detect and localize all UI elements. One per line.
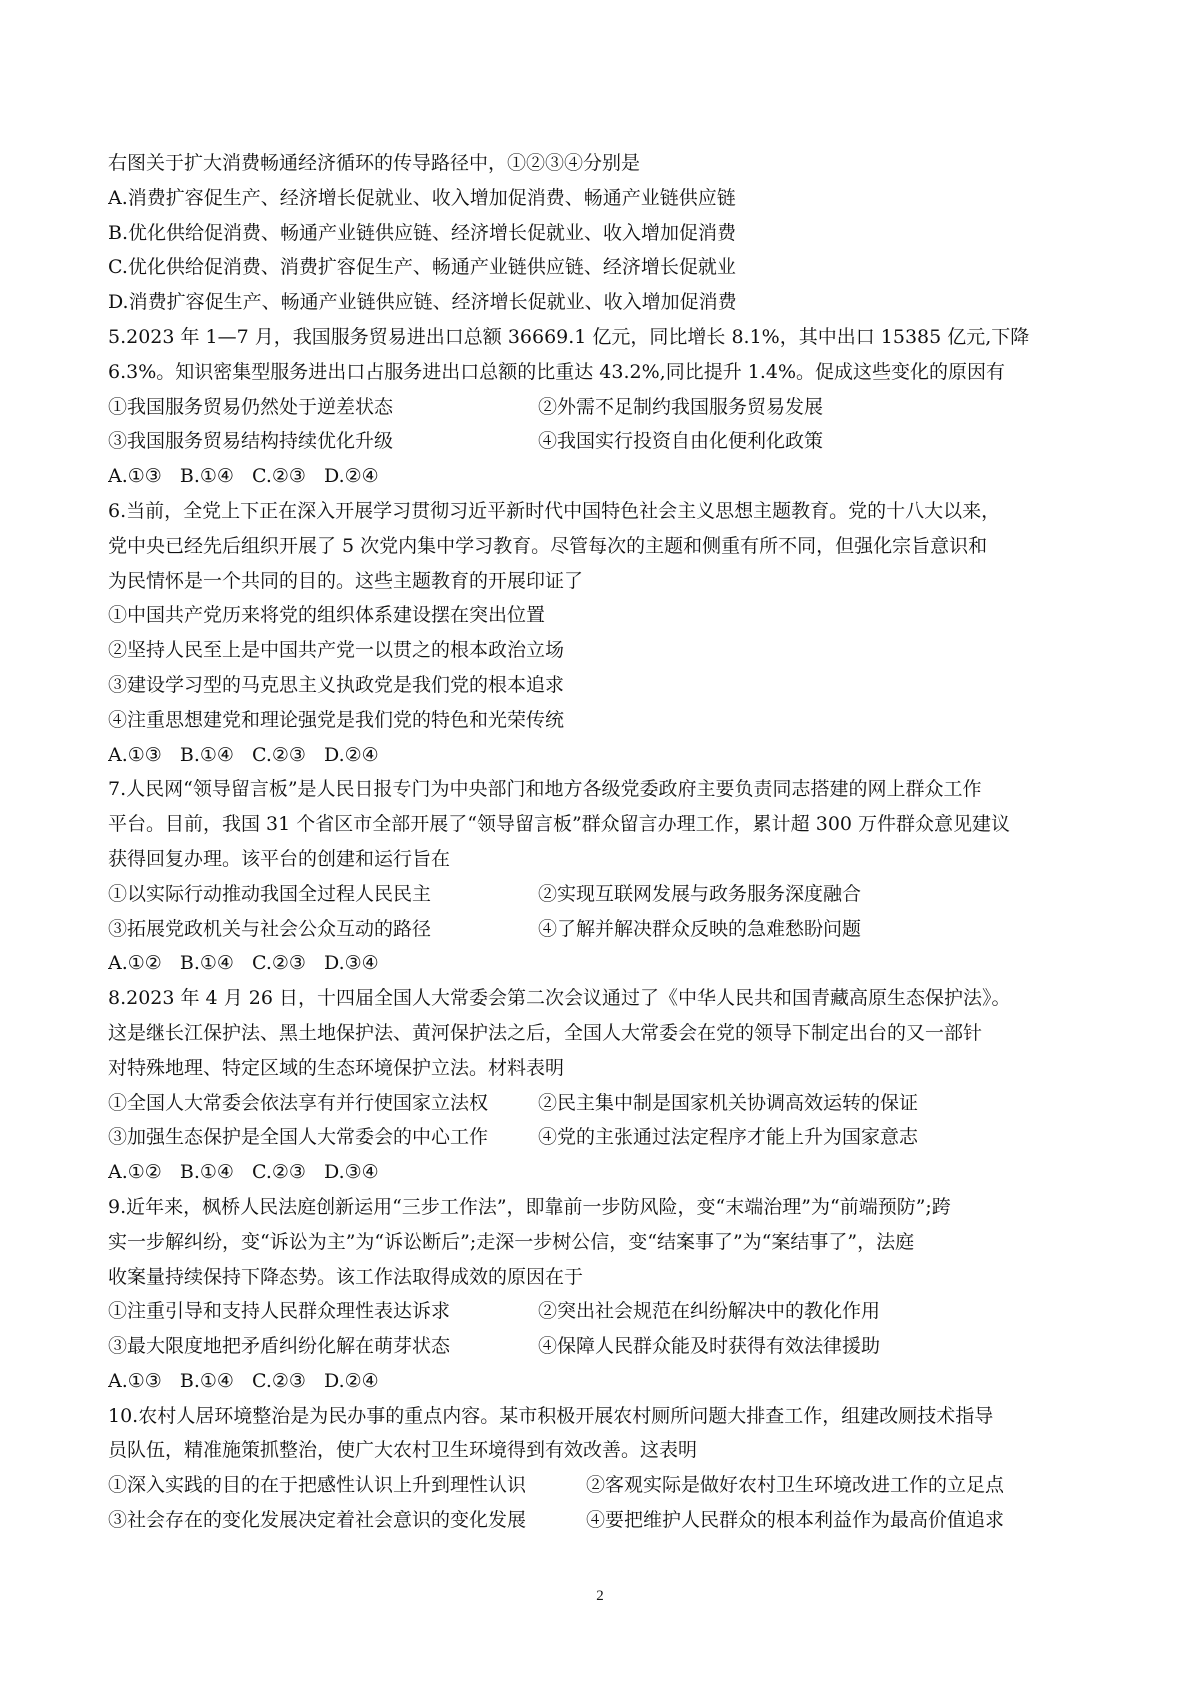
q5-stem-line-1: 5.2023 年 1—7 月，我国服务贸易进出口总额 36669.1 亿元，同比增长 8.1%，其中出口 15385 亿元,下降: [108, 325, 1030, 348]
q8-stem-line-3: 对特殊地理、特定区域的生态环境保护立法。材料表明: [108, 1056, 565, 1079]
q9-answer-b: B.①④: [179, 1369, 234, 1392]
q4-option-d: D.消费扩容促生产、畅通产业链供应链、经济增长促就业、收入增加促消费: [108, 291, 737, 314]
q9-answer-d: D.②④: [324, 1369, 379, 1392]
q8-item-4: ④党的主张通过法定程序才能上升为国家意志: [538, 1126, 919, 1149]
q4-stem: 右图关于扩大消费畅通经济循环的传导路径中，①②③④分别是: [108, 152, 641, 174]
q10-items-row-2: [108, 1503, 1108, 1538]
q6-item-2: ②坚持人民至上是中国共产党一以贯之的根本政治立场: [108, 639, 565, 662]
q8-stem-line-2: 这是继长江保护法、黑土地保护法、黄河保护法之后，全国人大常委会在党的领导下制定出台的又一部针: [108, 1021, 983, 1044]
q9-item-3: ③最大限度地把矛盾纠纷化解在萌芽状态: [108, 1335, 451, 1358]
q7-item-3: ③拓展党政机关与社会公众互动的路径: [108, 917, 432, 940]
q8-answers: [108, 1155, 1108, 1190]
q8-answer-a: A.①②: [108, 1161, 162, 1184]
q5-items-row-1: [108, 390, 1108, 425]
question-list: [108, 146, 1108, 1538]
q8-item-3: ③加强生态保护是全国人大常委会的中心工作: [108, 1126, 489, 1149]
q7-items-row-2: [108, 912, 1108, 947]
q6-answers: [108, 738, 1108, 773]
page-number: 2: [596, 1588, 604, 1604]
q9-answers: [108, 1364, 1108, 1399]
q6-stem-line-3: 为民情怀是一个共同的目的。这些主题教育的开展印证了: [108, 569, 584, 592]
q7-stem-line-2: 平台。目前，我国 31 个省区市全部开展了“领导留言板”群众留言办理工作，累计超 300 万件群众意见建议: [108, 813, 1011, 836]
q9-stem-line-3: 收案量持续保持下降态势。该工作法取得成效的原因在于: [108, 1265, 584, 1288]
q6-stem-line-1: 6.当前，全党上下正在深入开展学习贯彻习近平新时代中国特色社会主义思想主题教育。党的十八大以来，: [108, 499, 1001, 522]
q10-item-2: ②客观实际是做好农村卫生环境改进工作的立足点: [586, 1474, 1005, 1497]
q7-stem-line-1: 7.人民网“领导留言板”是人民日报专门为中央部门和地方各级党委政府主要负责同志搭建的网上群众工作: [108, 778, 982, 801]
q9-items-row-2: [108, 1329, 1108, 1364]
q6-answer-d: D.②④: [324, 743, 379, 766]
q10-stem-line-1: 10.农村人居环境整治是为民办事的重点内容。某市积极开展农村厕所问题大排查工作，组建改厕技术指导: [108, 1404, 994, 1427]
q5-stem-line-2: 6.3%。知识密集型服务进出口占服务进出口总额的比重达 43.2%,同比提升 1.4%。促成这些变化的原因有: [108, 360, 1006, 383]
q10-item-4: ④要把维护人民群众的根本利益作为最高价值追求: [586, 1509, 1005, 1532]
q8-item-2: ②民主集中制是国家机关协调高效运转的保证: [538, 1091, 919, 1114]
q9-stem-line-1: 9.近年来，枫桥人民法庭创新运用“三步工作法”，即靠前一步防风险，变“末端治理”为“前端预防”;跨: [108, 1195, 951, 1218]
q5-answer-d: D.②④: [324, 465, 379, 488]
q5-item-4: ④我国实行投资自由化便利化政策: [538, 430, 824, 453]
q5-answer-b: B.①④: [179, 465, 234, 488]
q6-answer-c: C.②③: [252, 743, 306, 766]
q4-option-a: A.消费扩容促生产、经济增长促就业、收入增加促消费、畅通产业链供应链: [108, 186, 736, 209]
q7-stem-line-3: 获得回复办理。该平台的创建和运行旨在: [108, 847, 451, 870]
q8-items-row-2: [108, 1120, 1108, 1155]
q5-item-1: ①我国服务贸易仍然处于逆差状态: [108, 395, 394, 418]
q10-item-3: ③社会存在的变化发展决定着社会意识的变化发展: [108, 1509, 527, 1532]
q9-stem-line-2: 实一步解纠纷，变“诉讼为主”为“诉讼断后”;走深一步树公信，变“结案事了”为“案结事了”，法庭: [108, 1230, 915, 1253]
q8-answer-d: D.③④: [324, 1161, 379, 1184]
q8-answer-c: C.②③: [252, 1161, 306, 1184]
q5-item-2: ②外需不足制约我国服务贸易发展: [538, 395, 824, 418]
q10-items-row-1: [108, 1468, 1108, 1503]
q9-item-1: ①注重引导和支持人民群众理性表达诉求: [108, 1300, 451, 1323]
q4-option-b: B.优化供给促消费、畅通产业链供应链、经济增长促就业、收入增加促消费: [108, 221, 737, 244]
q7-item-4: ④了解并解决群众反映的急难愁盼问题: [538, 917, 862, 940]
q5-answers: [108, 459, 1108, 494]
q8-stem-line-1: 8.2023 年 4 月 26 日，十四届全国人大常委会第二次会议通过了《中华人民共和国青藏高原生态保护法》。: [108, 987, 1011, 1010]
q9-answer-a: A.①③: [108, 1369, 162, 1392]
q7-answer-b: B.①④: [179, 952, 234, 975]
q9-items-row-1: [108, 1294, 1108, 1329]
q8-answer-b: B.①④: [179, 1161, 234, 1184]
q5-answer-c: C.②③: [252, 465, 306, 488]
q7-item-1: ①以实际行动推动我国全过程人民民主: [108, 882, 432, 905]
q6-stem-line-2: 党中央已经先后组织开展了 5 次党内集中学习教育。尽管每次的主题和侧重有所不同，但强化宗旨意识和: [108, 534, 988, 557]
q6-item-3: ③建设学习型的马克思主义执政党是我们党的根本追求: [108, 673, 565, 696]
q7-answer-a: A.①②: [108, 952, 162, 975]
q9-item-2: ②突出社会规范在纠纷解决中的教化作用: [538, 1300, 881, 1323]
q4-option-c: C.优化供给促消费、消费扩容促生产、畅通产业链供应链、经济增长促就业: [108, 256, 736, 279]
q9-answer-c: C.②③: [252, 1369, 306, 1392]
q6-answer-a: A.①③: [108, 743, 162, 766]
q7-items-row-1: [108, 877, 1108, 912]
q5-item-3: ③我国服务贸易结构持续优化升级: [108, 430, 394, 453]
q9-item-4: ④保障人民群众能及时获得有效法律援助: [538, 1335, 881, 1358]
q7-item-2: ②实现互联网发展与政务服务深度融合: [538, 882, 862, 905]
q8-item-1: ①全国人大常委会依法享有并行使国家立法权: [108, 1091, 489, 1114]
q7-answers: [108, 946, 1108, 981]
q8-items-row-1: [108, 1086, 1108, 1121]
q6-item-1: ①中国共产党历来将党的组织体系建设摆在突出位置: [108, 604, 546, 627]
q7-answer-c: C.②③: [252, 952, 306, 975]
q5-items-row-2: [108, 424, 1108, 459]
q6-answer-b: B.①④: [179, 743, 234, 766]
q5-answer-a: A.①③: [108, 465, 162, 488]
q10-item-1: ①深入实践的目的在于把感性认识上升到理性认识: [108, 1474, 527, 1497]
q6-item-4: ④注重思想建党和理论强党是我们党的特色和光荣传统: [108, 708, 565, 731]
q7-answer-d: D.③④: [324, 952, 379, 975]
q10-stem-line-2: 员队伍，精准施策抓整治，使广大农村卫生环境得到有效改善。这表明: [108, 1439, 698, 1462]
